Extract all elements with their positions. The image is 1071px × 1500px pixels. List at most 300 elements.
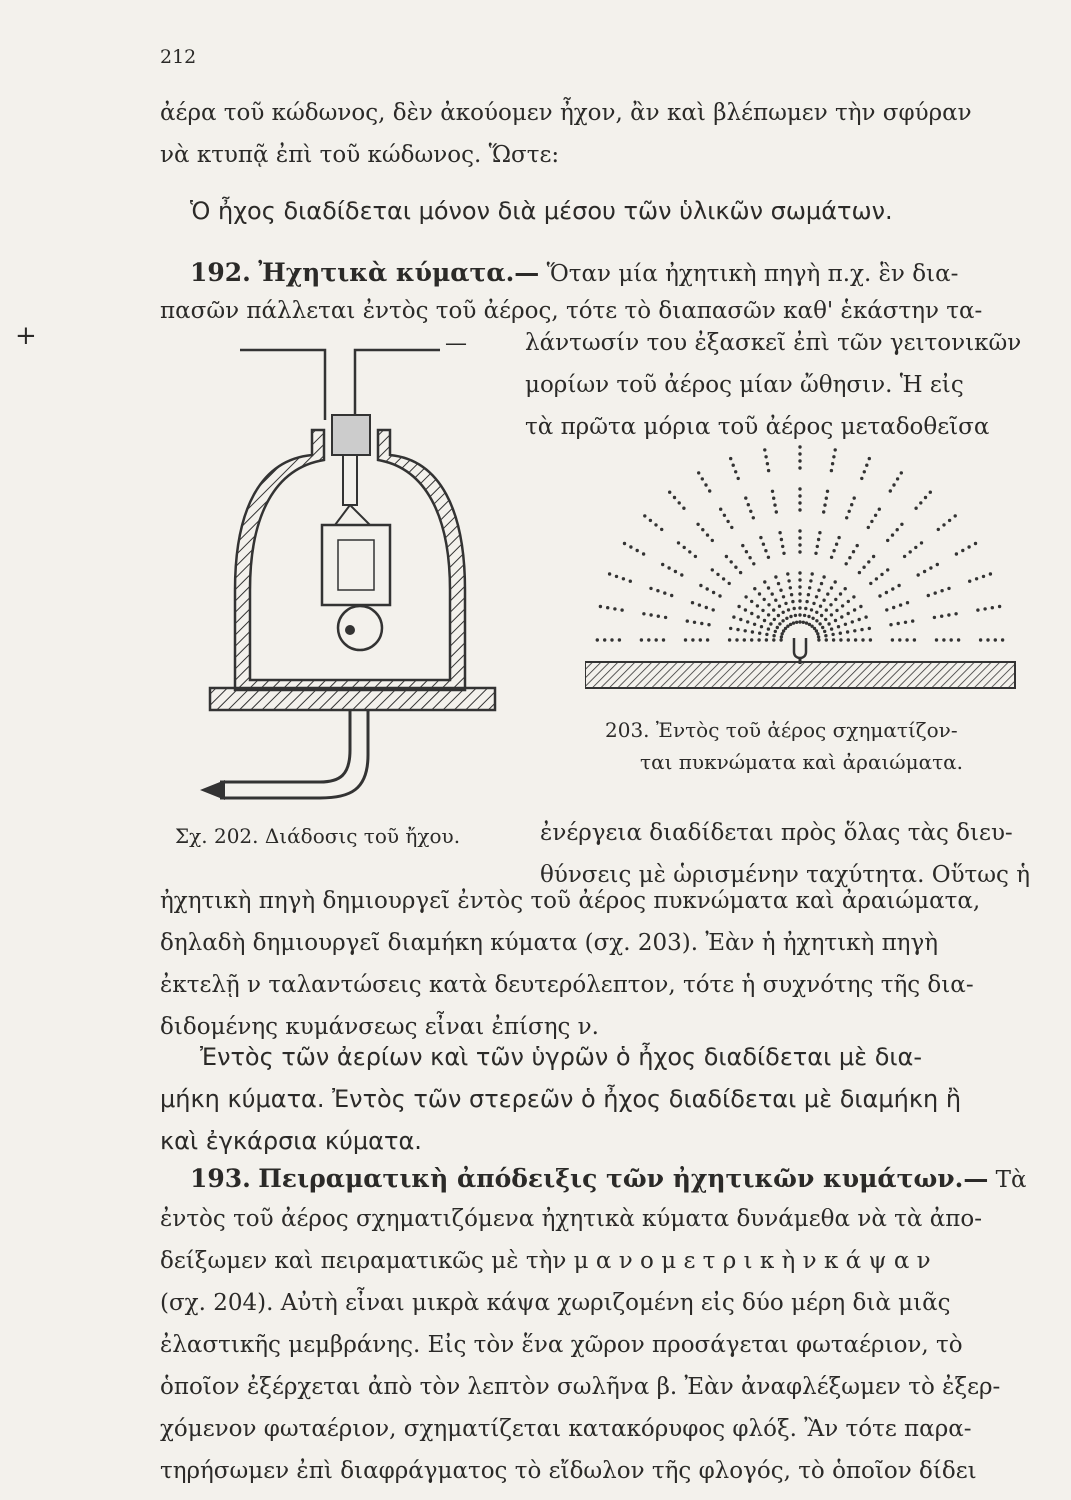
air-molecule-dot (979, 638, 982, 641)
air-molecule-dot (778, 622, 781, 625)
air-molecule-dot (834, 598, 837, 601)
air-molecule-dot (899, 603, 902, 606)
figure-203-caption-line1: 203. Ἐντὸς τοῦ ἀέρος σχηματίζον- (605, 718, 958, 742)
air-molecule-dot (878, 508, 881, 511)
air-molecule-dot (623, 542, 626, 545)
air-molecule-dot (684, 638, 687, 641)
air-molecule-dot (752, 562, 755, 565)
air-molecule-dot (821, 626, 824, 629)
air-molecule-dot (823, 630, 826, 633)
air-molecule-dot (764, 549, 767, 552)
text-line: ἐνέργεια διαδίδεται πρὸς ὅλας τὰς διευ- (540, 820, 1013, 846)
air-molecule-dot (730, 560, 733, 563)
rule-statement: Ὁ ἦχος διαδίδεται μόνον διὰ μέσου τῶν ὑλικῶν σωμάτων. (190, 197, 893, 225)
paragraph-top (160, 92, 990, 176)
text-line: μορίων τοῦ ἀέρος μίαν ὤθησιν. Ἡ εἰς (525, 372, 964, 398)
air-molecule-dot (974, 542, 977, 545)
air-molecule-dot (816, 545, 819, 548)
text-line: Ὅταν μία ἠχητικὴ πηγὴ π.χ. ἓν δια- (546, 261, 959, 287)
air-molecule-dot (823, 503, 826, 506)
air-molecule-dot (811, 572, 814, 575)
air-molecule-dot (708, 489, 711, 492)
air-molecule-dot (847, 638, 850, 641)
rule-waves (160, 1036, 990, 1162)
air-molecule-dot (896, 528, 899, 531)
air-molecule-dot (615, 575, 618, 578)
text-line: καὶ ἐγκάρσια κύματα. (160, 1127, 422, 1155)
air-molecule-dot (826, 592, 829, 595)
air-molecule-dot (798, 620, 801, 623)
air-molecule-dot (900, 471, 903, 474)
air-molecule-dot (880, 573, 883, 576)
air-molecule-dot (772, 497, 775, 500)
text-line: μήκη κύματα. Ἐντὸς τῶν στερεῶν ὁ ἦχος διαδίδεται μὲ διαμήκη ἢ (160, 1085, 962, 1113)
air-molecule-dot (991, 606, 994, 609)
air-molecule-dot (869, 638, 872, 641)
air-molecule-dot (830, 627, 833, 630)
air-molecule-dot (831, 462, 834, 465)
air-molecule-dot (744, 608, 747, 611)
figure-202-bell-jar (200, 330, 500, 800)
air-molecule-dot (817, 589, 820, 592)
air-molecule-dot (885, 591, 888, 594)
air-molecule-dot (905, 638, 908, 641)
air-molecule-dot (688, 550, 691, 553)
air-molecule-dot (751, 630, 754, 633)
air-molecule-dot (886, 568, 889, 571)
air-molecule-dot (815, 595, 818, 598)
air-molecule-dot (947, 613, 950, 616)
air-molecule-dot (694, 555, 697, 558)
air-molecule-dot (790, 593, 793, 596)
air-molecule-dot (606, 606, 609, 609)
air-molecule-dot (719, 508, 722, 511)
air-molecule-dot (798, 494, 801, 497)
air-molecule-dot (778, 605, 781, 608)
air-molecule-dot (848, 556, 851, 559)
air-molecule-dot (954, 612, 957, 615)
air-molecule-dot (809, 579, 812, 582)
air-molecule-dot (830, 469, 833, 472)
air-molecule-dot (875, 577, 878, 580)
air-molecule-dot (824, 618, 827, 621)
text-line: ἐλαστικῆς μεμβράνης. Εἰς τὸν ἕνα χῶρον προσάγεται φωταέριον, τὸ (160, 1332, 963, 1358)
air-molecule-dot (891, 533, 894, 536)
right-column-text (525, 322, 1022, 448)
air-molecule-dot (900, 523, 903, 526)
air-molecule-dot (818, 531, 821, 534)
air-molecule-dot (613, 607, 616, 610)
air-molecule-dot (777, 614, 780, 617)
air-molecule-dot (817, 635, 820, 638)
air-molecule-dot (897, 622, 900, 625)
air-molecule-dot (878, 594, 881, 597)
air-molecule-dot (929, 566, 932, 569)
air-molecule-dot (769, 622, 772, 625)
air-molecule-dot (808, 586, 811, 589)
air-molecule-dot (771, 592, 774, 595)
air-molecule-dot (767, 556, 770, 559)
air-molecule-dot (636, 549, 639, 552)
air-molecule-dot (885, 608, 888, 611)
air-molecule-dot (798, 459, 801, 462)
air-molecule-dot (776, 626, 779, 629)
air-molecule-dot (798, 571, 801, 574)
air-molecule-dot (762, 543, 765, 546)
air-molecule-dot (791, 600, 794, 603)
air-molecule-dot (886, 539, 889, 542)
air-molecule-dot (839, 592, 842, 595)
air-molecule-dot (942, 523, 945, 526)
air-molecule-dot (834, 448, 837, 451)
air-molecule-dot (784, 602, 787, 605)
text-line: ἀέρα τοῦ κώδωνος, δὲν ἀκούομεν ἦχον, ἂν καὶ βλέπωμεν τὴν σφύραν (160, 100, 972, 126)
air-molecule-dot (816, 632, 819, 635)
air-molecule-dot (603, 638, 606, 641)
air-molecule-dot (725, 555, 728, 558)
air-molecule-dot (832, 638, 835, 641)
air-molecule-dot (772, 634, 775, 637)
air-molecule-dot (677, 541, 680, 544)
air-molecule-dot (845, 562, 848, 565)
minus-terminal-label: — (445, 331, 467, 356)
air-molecule-dot (815, 611, 818, 614)
air-molecule-dot (891, 587, 894, 590)
air-molecule-dot (744, 629, 747, 632)
air-molecule-dot (736, 628, 739, 631)
air-molecule-dot (940, 589, 943, 592)
plus-terminal-label: + (15, 321, 37, 351)
air-molecule-dot (835, 609, 838, 612)
air-molecule-dot (706, 533, 709, 536)
air-molecule-dot (711, 539, 714, 542)
air-molecule-dot (763, 619, 766, 622)
air-molecule-dot (889, 623, 892, 626)
air-molecule-dot (759, 536, 762, 539)
air-molecule-dot (781, 545, 784, 548)
air-molecule-dot (647, 638, 650, 641)
air-molecule-dot (701, 528, 704, 531)
air-molecule-dot (889, 489, 892, 492)
air-molecule-dot (765, 633, 768, 636)
air-molecule-dot (913, 638, 916, 641)
air-molecule-dot (844, 623, 847, 626)
air-molecule-dot (661, 563, 664, 566)
air-molecule-dot (825, 497, 828, 500)
air-molecule-dot (745, 550, 748, 553)
air-molecule-dot (737, 605, 740, 608)
air-molecule-dot (919, 501, 922, 504)
air-molecule-dot (927, 594, 930, 597)
air-molecule-dot (815, 619, 818, 622)
air-molecule-dot (758, 632, 761, 635)
air-molecule-dot (642, 612, 645, 615)
air-molecule-dot (643, 514, 646, 517)
air-molecule-dot (853, 608, 856, 611)
air-molecule-dot (853, 496, 856, 499)
air-molecule-dot (771, 490, 774, 493)
air-molecule-dot (691, 601, 694, 604)
air-molecule-dot (704, 483, 707, 486)
air-molecule-dot (599, 605, 602, 608)
air-molecule-dot (798, 508, 801, 511)
air-molecule-dot (730, 526, 733, 529)
section-193-heading-line (190, 1158, 1027, 1201)
section-193-body (160, 1198, 1001, 1492)
air-molecule-dot (834, 619, 837, 622)
air-molecule-dot (864, 615, 867, 618)
air-molecule-dot (739, 571, 742, 574)
air-molecule-dot (743, 638, 746, 641)
air-molecule-dot (947, 587, 950, 590)
air-molecule-dot (892, 483, 895, 486)
air-molecule-dot (863, 470, 866, 473)
air-molecule-dot (837, 625, 840, 628)
air-molecule-dot (741, 544, 744, 547)
air-molecule-dot (860, 477, 863, 480)
air-molecule-dot (774, 575, 777, 578)
air-molecule-dot (798, 452, 801, 455)
air-molecule-dot (629, 580, 632, 583)
air-molecule-dot (789, 615, 792, 618)
air-molecule-dot (678, 501, 681, 504)
air-molecule-dot (670, 594, 673, 597)
air-molecule-dot (680, 573, 683, 576)
air-molecule-dot (804, 607, 807, 610)
air-molecule-dot (803, 614, 806, 617)
air-molecule-dot (750, 638, 753, 641)
air-molecule-dot (914, 546, 917, 549)
air-molecule-dot (701, 477, 704, 480)
air-molecule-dot (610, 638, 613, 641)
air-molecule-dot (798, 585, 801, 588)
air-molecule-dot (747, 503, 750, 506)
air-molecule-dot (662, 638, 665, 641)
air-molecule-dot (712, 591, 715, 594)
air-molecule-dot (904, 621, 907, 624)
air-molecule-dot (818, 622, 821, 625)
air-molecule-dot (750, 600, 753, 603)
air-molecule-dot (817, 638, 820, 641)
air-molecule-dot (989, 572, 992, 575)
air-molecule-dot (744, 595, 747, 598)
air-molecule-dot (839, 638, 842, 641)
air-molecule-dot (858, 571, 861, 574)
air-molecule-dot (674, 570, 677, 573)
air-molecule-dot (744, 496, 747, 499)
air-molecule-dot (982, 575, 985, 578)
air-molecule-dot (937, 528, 940, 531)
air-molecule-dot (774, 599, 777, 602)
text-line: τὰ πρῶτα μόρια τοῦ ἀέρος μεταδοθεῖσα (525, 414, 990, 440)
air-molecule-dot (753, 587, 756, 590)
air-molecule-dot (825, 608, 828, 611)
air-molecule-dot (699, 638, 702, 641)
air-molecule-dot (763, 448, 766, 451)
air-molecule-dot (850, 503, 853, 506)
air-molecule-dot (920, 541, 923, 544)
air-molecule-dot (845, 516, 848, 519)
air-molecule-dot (780, 538, 783, 541)
air-molecule-dot (683, 546, 686, 549)
air-molecule-dot (654, 523, 657, 526)
text-line: (σχ. 204). Αὐτὴ εἶναι μικρὰ κάψα χωριζομένη εἰς δύο μέρη διὰ μιᾶς (160, 1290, 951, 1316)
air-molecule-dot (832, 549, 835, 552)
air-molecule-dot (649, 613, 652, 616)
air-molecule-dot (699, 584, 702, 587)
air-molecule-dot (767, 469, 770, 472)
air-molecule-dot (819, 605, 822, 608)
air-molecule-dot (789, 623, 792, 626)
air-molecule-dot (707, 623, 710, 626)
air-molecule-dot (726, 520, 729, 523)
air-molecule-dot (798, 543, 801, 546)
air-molecule-dot (950, 638, 953, 641)
air-molecule-dot (914, 507, 917, 510)
air-molecule-dot (935, 638, 938, 641)
air-molecule-dot (649, 519, 652, 522)
text-line: Τὰ (995, 1167, 1027, 1193)
air-molecule-dot (897, 584, 900, 587)
air-molecule-dot (758, 592, 761, 595)
air-molecule-dot (822, 510, 825, 513)
air-molecule-dot (867, 560, 870, 563)
air-molecule-dot (948, 519, 951, 522)
air-molecule-dot (622, 577, 625, 580)
air-molecule-dot (657, 615, 660, 618)
air-molecule-dot (772, 608, 775, 611)
air-molecule-dot (794, 614, 797, 617)
air-molecule-dot (780, 635, 783, 638)
air-molecule-dot (663, 591, 666, 594)
text-line: τηρήσωμεν ἐπὶ διαφράγματος τὸ εἴδωλον τῆς φλογός, τὸ ὁποῖον δίδει (160, 1458, 977, 1484)
air-molecule-dot (830, 586, 833, 589)
air-molecule-dot (820, 614, 823, 617)
air-molecule-dot (968, 580, 971, 583)
air-molecule-dot (940, 615, 943, 618)
air-molecule-dot (975, 577, 978, 580)
air-molecule-dot (868, 627, 871, 630)
air-molecule-dot (967, 545, 970, 548)
air-molecule-dot (779, 638, 782, 641)
air-molecule-dot (831, 633, 834, 636)
air-molecule-dot (892, 606, 895, 609)
air-molecule-dot (798, 536, 801, 539)
air-molecule-dot (785, 617, 788, 620)
air-molecule-dot (929, 491, 932, 494)
air-molecule-dot (767, 603, 770, 606)
air-molecule-dot (700, 622, 703, 625)
air-molecule-dot (656, 589, 659, 592)
air-molecule-dot (994, 638, 997, 641)
air-molecule-dot (735, 638, 738, 641)
air-molecule-dot (697, 471, 700, 474)
air-molecule-dot (782, 611, 785, 614)
air-molecule-dot (835, 543, 838, 546)
air-molecule-dot (924, 496, 927, 499)
section-192-heading-line (190, 252, 1020, 295)
air-molecule-dot (933, 616, 936, 619)
air-molecule-dot (729, 457, 732, 460)
air-molecule-dot (862, 566, 865, 569)
air-molecule-dot (865, 464, 868, 467)
air-molecule-dot (698, 603, 701, 606)
air-molecule-dot (851, 620, 854, 623)
air-molecule-dot (827, 622, 830, 625)
air-molecule-dot (649, 587, 652, 590)
air-molecule-dot (856, 544, 859, 547)
air-molecule-dot (911, 619, 914, 622)
air-molecule-dot (763, 580, 766, 583)
air-molecule-dot (798, 606, 801, 609)
air-molecule-dot (820, 582, 823, 585)
air-molecule-dot (1001, 638, 1004, 641)
air-molecule-dot (728, 582, 731, 585)
air-molecule-dot (722, 577, 725, 580)
air-molecule-dot (732, 464, 735, 467)
air-molecule-dot (655, 638, 658, 641)
air-molecule-dot (976, 608, 979, 611)
air-molecule-dot (664, 616, 667, 619)
text-line: ὁποῖον ἐξέρχεται ἀπὸ τὸν λεπτὸν σωλῆνα β. Ἐὰν ἀναφλέξωμεν τὸ ἐξερ- (160, 1374, 1001, 1400)
air-molecule-dot (853, 629, 856, 632)
air-molecule-dot (872, 555, 875, 558)
air-molecule-dot (782, 595, 785, 598)
air-molecule-dot (778, 531, 781, 534)
air-molecule-dot (923, 570, 926, 573)
air-molecule-dot (903, 555, 906, 558)
air-molecule-dot (686, 619, 689, 622)
air-molecule-dot (954, 514, 957, 517)
air-molecule-dot (618, 638, 621, 641)
figure-203-sound-waves (585, 440, 1025, 700)
air-molecule-dot (811, 617, 814, 620)
air-molecule-dot (789, 586, 792, 589)
air-molecule-dot (750, 612, 753, 615)
air-molecule-dot (798, 550, 801, 553)
air-molecule-dot (739, 618, 742, 621)
air-molecule-dot (761, 609, 764, 612)
air-molecule-dot (936, 563, 939, 566)
air-molecule-dot (837, 536, 840, 539)
air-molecule-dot (798, 599, 801, 602)
air-molecule-dot (830, 613, 833, 616)
air-molecule-dot (870, 520, 873, 523)
text-line: χόμενον φωταέριον, σχηματίζεται κατακόρυφος φλόξ. Ἂν τότε παρα- (160, 1416, 972, 1442)
figure-203-caption-line2: ται πυκνώματα καὶ ἀραιώματα. (640, 750, 964, 774)
air-molecule-dot (786, 572, 789, 575)
air-molecule-dot (779, 589, 782, 592)
text-line: Ἐντὸς τῶν ἀερίων καὶ τῶν ὑγρῶν ὁ ἦχος διαδίδεται μὲ δια- (200, 1043, 922, 1071)
air-molecule-dot (723, 514, 726, 517)
air-molecule-dot (737, 477, 740, 480)
air-molecule-dot (712, 608, 715, 611)
air-molecule-dot (830, 556, 833, 559)
air-molecule-dot (802, 621, 805, 624)
air-molecule-dot (983, 607, 986, 610)
text-line: δείξωμεν καὶ πειραματικῶς μὲ τὴν μ α ν ο μ ε τ ρ ι κ ὴ ν κ ά ψ α ν (160, 1248, 931, 1274)
air-molecule-dot (792, 621, 795, 624)
air-molecule-dot (765, 638, 768, 641)
air-molecule-dot (734, 566, 737, 569)
air-molecule-dot (693, 621, 696, 624)
air-molecule-dot (787, 608, 790, 611)
air-molecule-dot (955, 552, 958, 555)
air-molecule-dot (874, 514, 877, 517)
air-molecule-dot (668, 491, 671, 494)
air-molecule-dot (868, 457, 871, 460)
air-molecule-dot (860, 628, 863, 631)
